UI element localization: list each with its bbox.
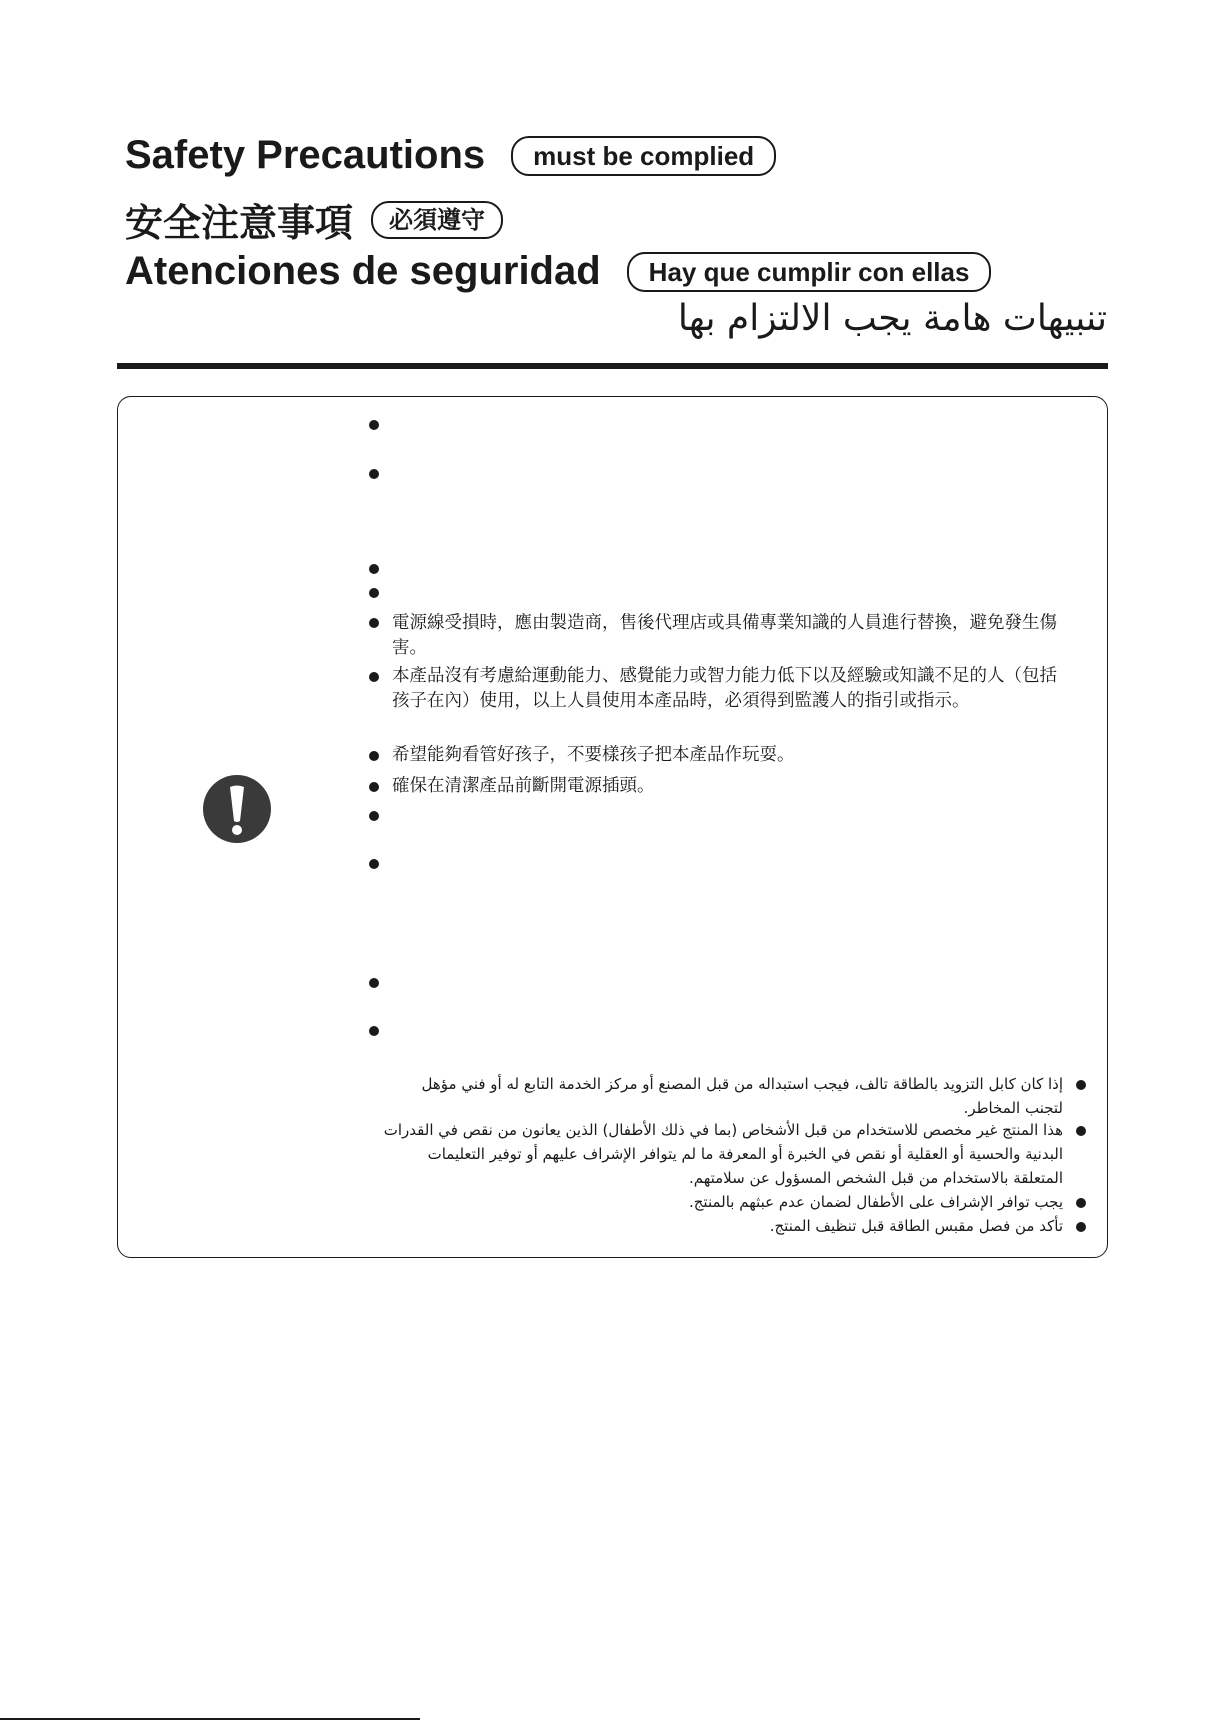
bullet: [1076, 1222, 1086, 1232]
page-title: Safety Precautions: [125, 133, 486, 177]
bullet: [369, 1026, 379, 1036]
bullet: [369, 564, 379, 574]
compliance-badge-spanish: Hay que cumplir con ellas: [627, 252, 992, 292]
bullet: [1076, 1198, 1086, 1208]
bullet: [369, 469, 379, 479]
title-spanish: [125, 249, 991, 294]
bullet: [369, 420, 379, 430]
list-item-zh-2: 本產品沒有考慮給運動能力、感覺能力或智力能力低下以及經驗或知識不足的人（包括孩子在內）使用，以上人員使用本產品時，必須得到監護人的指引或指示。: [392, 666, 1057, 711]
compliance-badge-chinese: 必須遵守: [371, 201, 503, 239]
title-chinese: [125, 192, 503, 247]
title-divider: [117, 363, 1108, 369]
exclamation-icon: [203, 775, 271, 843]
page-title-chinese: 安全注意事項: [125, 201, 354, 245]
list-item-zh-4: 確保在清潔產品前斷開電源插頭。: [392, 776, 655, 796]
bullet: [369, 672, 379, 682]
list-item-ar-4: تأكد من فصل مقبس الطاقة قبل تنظيف المنتج.: [769, 1217, 1063, 1235]
list-item-ar-2: هذا المنتج غير مخصص للاستخدام من قبل الأشخاص (بما في ذلك الأطفال) الذين يعانون من نقص في القدرات البدنية والحسية أو العقلية أو نقص في الخبرة أو المعرفة ما لم يتوافر الإشراف عليهم أو توفير التعليمات المتعلقة بالاستخدام من قبل الشخص المسؤول عن سلامتهم.: [383, 1121, 1063, 1187]
list-item-ar-1: إذا كان كابل التزويد بالطاقة تالف، فيجب استبداله من قبل المصنع أو مركز الخدمة التابع له أو فني مؤهل لتجنب المخاطر.: [421, 1075, 1063, 1117]
bullet: [369, 588, 379, 598]
bullet: [369, 782, 379, 792]
page-edge-mark: [0, 1718, 420, 1720]
list-item-zh-3: 希望能夠看管好孩子，不要樣孩子把本產品作玩耍。: [392, 745, 795, 765]
bullet: [1076, 1080, 1086, 1090]
bullet: [369, 811, 379, 821]
bullet: [369, 978, 379, 988]
list-item-zh-1: 電源線受損時，應由製造商，售後代理店或具備專業知識的人員進行替換，避免發生傷害。: [392, 613, 1057, 658]
bullet: [369, 859, 379, 869]
page-title-arabic: تنبيهات هامة يجب الالتزام بها: [677, 298, 1107, 339]
title-english: [125, 133, 776, 178]
compliance-badge: must be complied: [511, 136, 776, 176]
bullet: [369, 751, 379, 761]
bullet: [1076, 1126, 1086, 1136]
page-title-spanish: Atenciones de seguridad: [125, 249, 601, 293]
list-item-ar-3: يجب توافر الإشراف على الأطفال لضمان عدم عبثهم بالمنتج.: [688, 1193, 1063, 1211]
bullet: [369, 618, 379, 628]
